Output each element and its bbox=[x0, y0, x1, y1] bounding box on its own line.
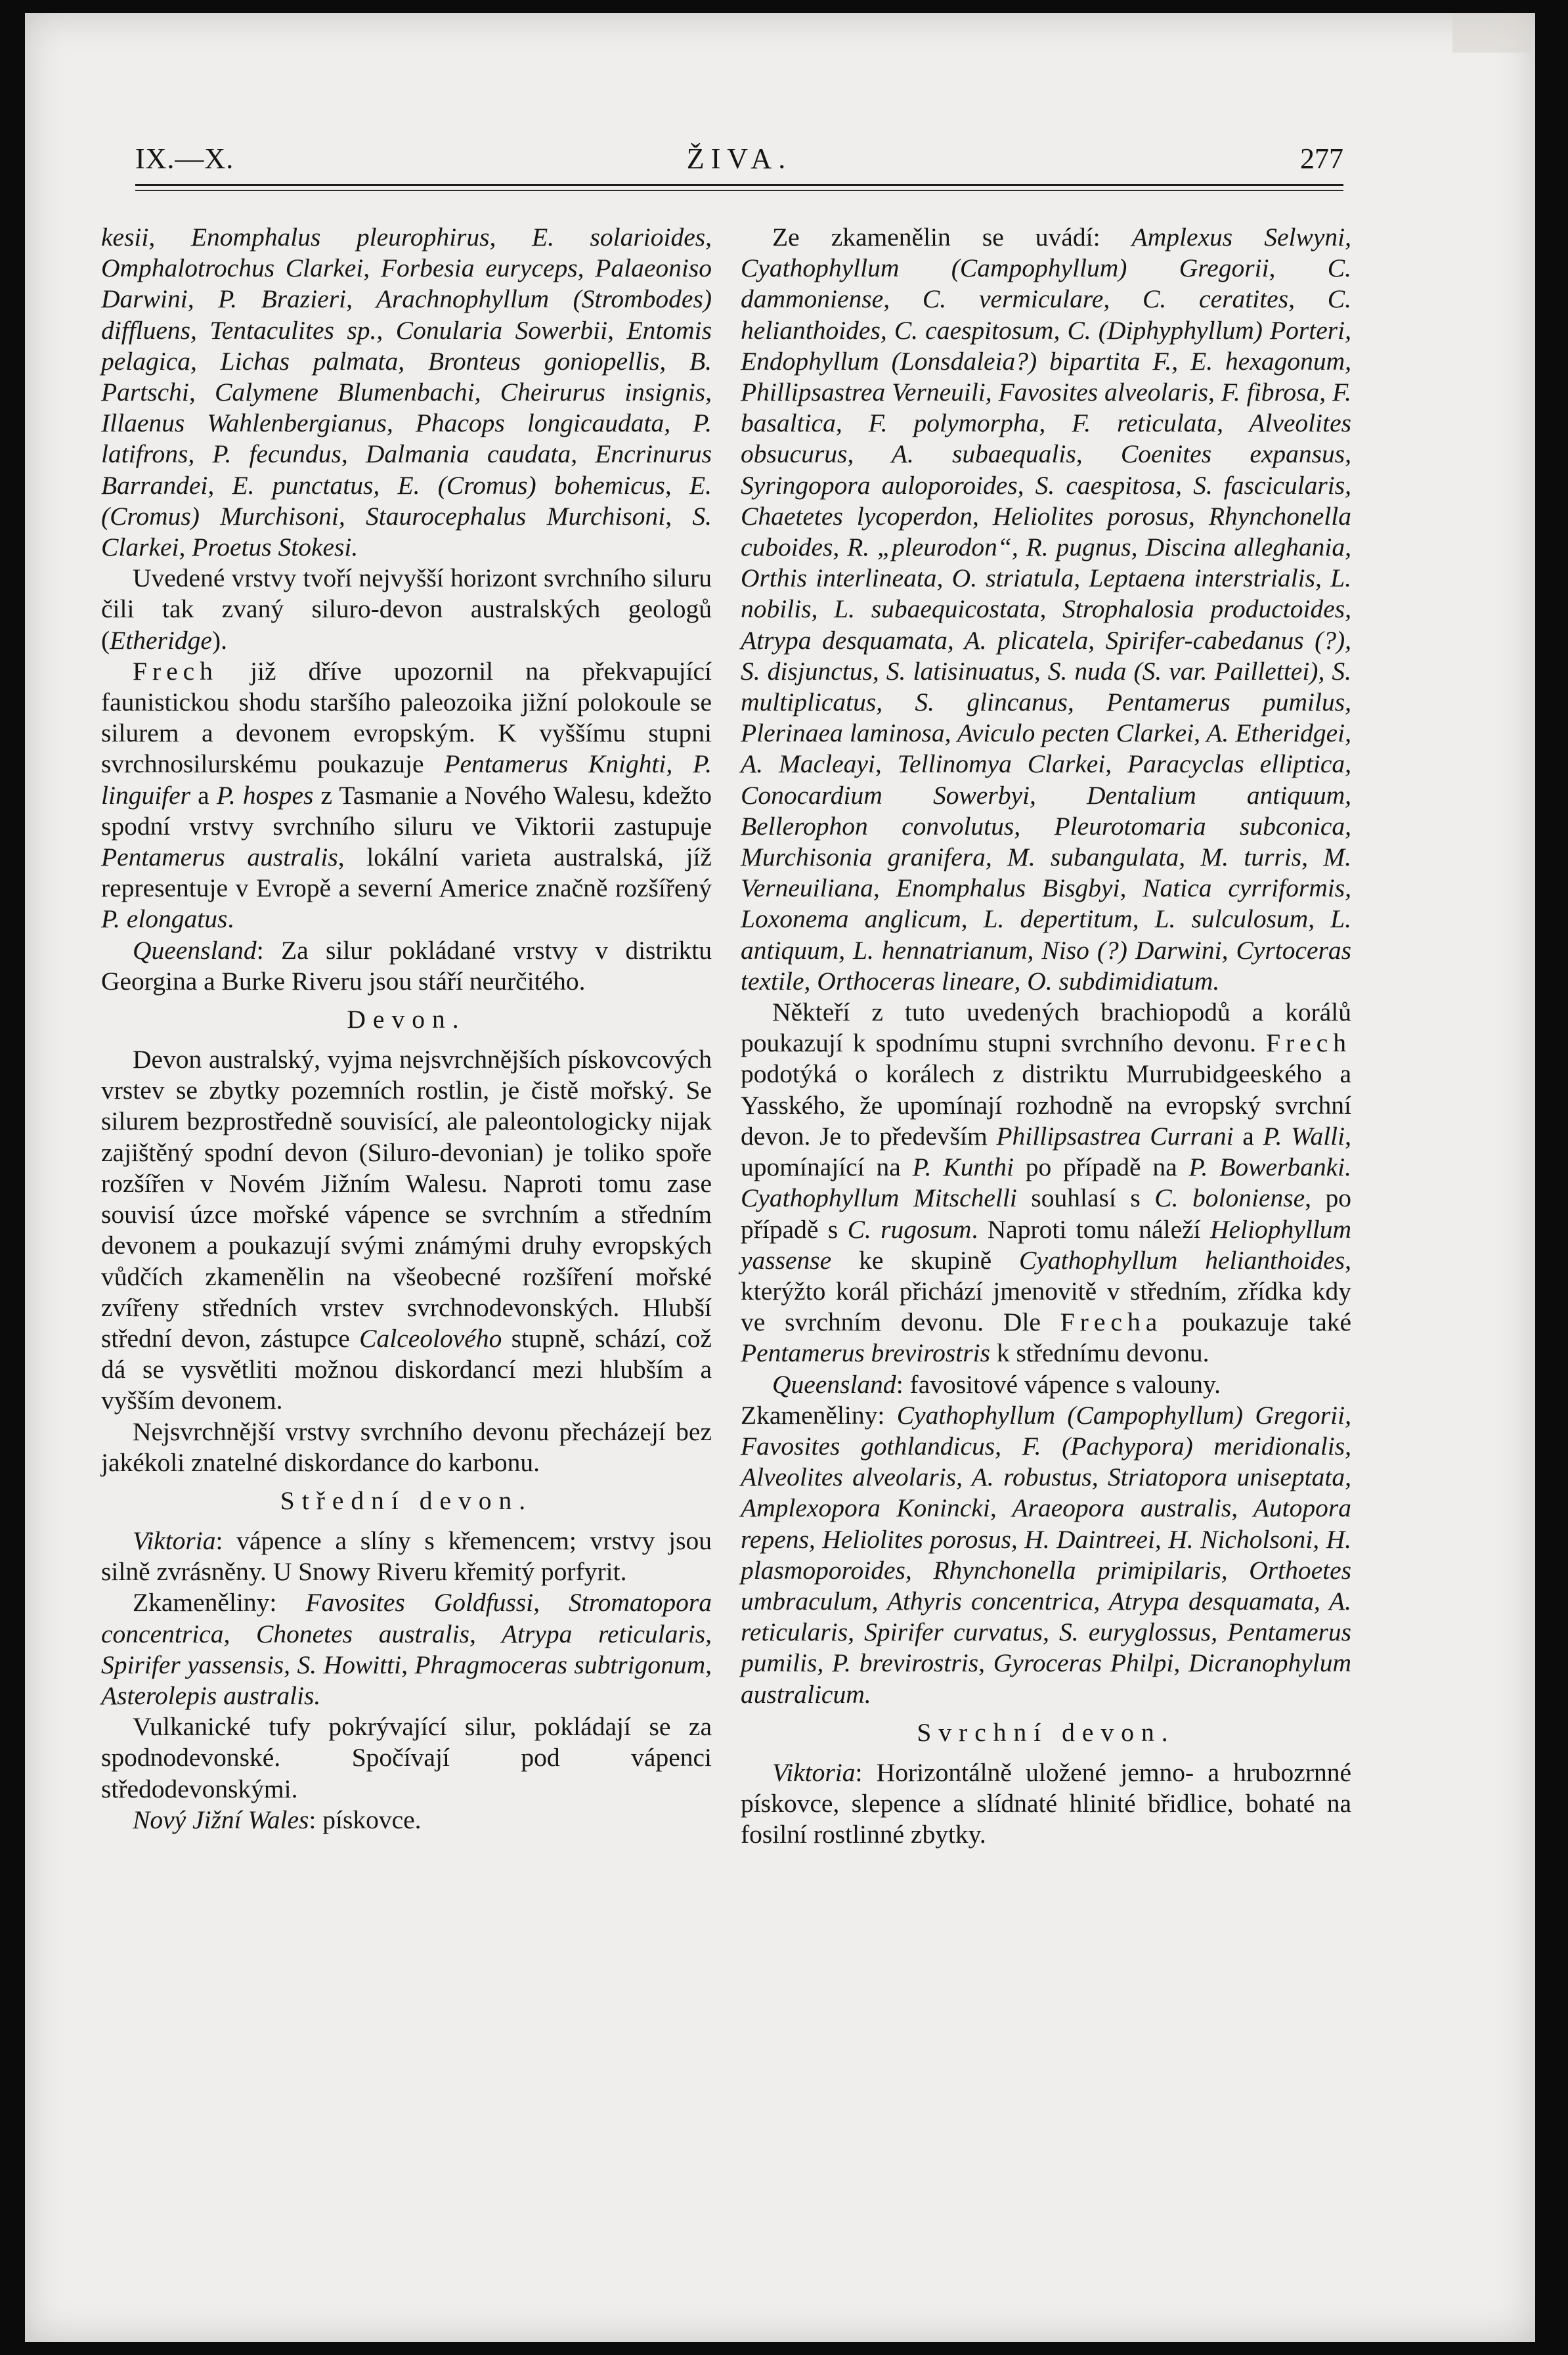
paragraph-zkameneliny-stredni: Zkameněliny: Favosites Goldfussi, Stromatopora concentrica, Chonetes australis, Atrypa reticularis, Spirifer yassensis, S. Howitti, Phragmoceras subtrigonum, Asterolepis australis. bbox=[101, 1588, 712, 1710]
paragraph-viktoria-svrchni: Viktoria: Horizontálně uložené jemno- a hrubozrnné pískovce, slepence a slídnaté hlinité břidlice, bohaté na fosilní rostlinné zbytky. bbox=[741, 1757, 1351, 1849]
paragraph-queensland-silur: Queensland: Za silur pokládané vrstvy v distriktu Georgina a Burke Riveru jsou stáří neurčitého. bbox=[101, 935, 712, 996]
paragraph-devon-australsky: Devon australský, vyjma nejsvrchnějších pískovcových vrstev se zbytky pozemních rostlin, je čistě mořský. Se silurem bezprostředně souvisící, ale paleontologicky nijak zajištěný spodní devon (Siluro-devonian) je toliko spoře rozšířen v Novém Jižním Walesu. Naproti tomu zase souvisí úzce mořské vápence se svrchním a středním devonem a poukazují svými známými druhy evropských vůdčích zkamenělin na všeobecné rozšíření mořské zvířeny středních vrstev svrchnodevonských. Hlubší střední devon, zástupce Calceolového stupně, schází, což dá se vysvětliti možnou diskordancí mezi hlubším a vyšším devonem. bbox=[101, 1045, 712, 1415]
section-heading-devon: Devon. bbox=[347, 1005, 466, 1034]
paragraph-frech: Frech již dříve upozornil na překvapující faunistickou shodu staršího paleozoika jižní polokoule se silurem a devonem evropským. K vyššímu stupni svrchnosilurskému poukazuje Pentamerus Knighti, P. linguifer a P. hospes z Tasmanie a Nového Walesu, kdežto spodní vrstvy svrchního siluru ve Viktorii zastupuje Pentamerus australis, lokální varieta australská, jíž representuje v Evropě a severní Americe značně rozšířený P. elongatus. bbox=[101, 656, 712, 934]
paragraph-vulkanicke-tufy: Vulkanické tufy pokrývající silur, pokládají se za spodnodevonské. Spočívají pod vápenci středodevonskými. bbox=[101, 1712, 712, 1803]
paragraph-queensland-devon: Queensland: favositové vápence s valouny. bbox=[772, 1369, 1221, 1399]
page-edge-artifact bbox=[1452, 13, 1531, 53]
paragraph-zkameneliny-queensland: Zkameněliny: Cyathophyllum (Campophyllum) Gregorii, Favosites gothlandicus, F. (Pachypora) meridionalis, Alveolites alveolaris, A. robustus, Striatopora uniseptata, Amplexopora Konincki, Araeopora australis, Autopora repens, Heliolites porosus, H. Daintreei, H. Nicholsoni, H. plasmoporoides, Rhynchonella primipilaris, Orthoetes umbraculum, Athyris concentrica, Atrypa desquamata, A. reticularis, Spirifer curvatus, S. euryglossus, Pentamerus pumilis, P. brevirostris, Gyroceras Philpi, Dicranophylum australicum. bbox=[741, 1400, 1351, 1709]
page-number: 277 bbox=[1300, 143, 1343, 175]
journal-title: ŽIVA. bbox=[686, 143, 793, 175]
paragraph-nejsvrchnejsi: Nejsvrchnější vrstvy svrchního devonu přecházejí bez jakékoli znatelné diskordance do karbonu. bbox=[101, 1417, 712, 1477]
paragraph-brachiopods-corals: Někteří z tuto uvedených brachiopodů a korálů poukazují k spodnímu stupni svrchního devonu. Frech podotýká o korálech z distriktu Murrubidgeeského a Yasského, že upomínají rozhodně na evropský svrchní devon. Je to především Phillipsastrea Currani a P. Walli, upomínající na P. Kunthi po případě na P. Bowerbanki. Cyathophyllum Mitschelli souhlasí s C. boloniense, po případě s C. rugosum. Naproti tomu náleží Heliophyllum yassense ke skupině Cyathophyllum helianthoides, kterýžto korál přichází jmenovitě v středním, zřídka kdy ve svrchním devonu. Dle Frecha poukazuje také Pentamerus brevirostris k střednímu devonu. bbox=[741, 998, 1352, 1368]
paragraph-viktoria-stredni: Viktoria: vápence a slíny s křemencem; vrstvy jsou silně zvrásněny. U Snowy Riveru křemitý porfyrit. bbox=[101, 1526, 712, 1587]
left-column bbox=[101, 222, 712, 1836]
section-heading-svrchni-devon: Svrchní devon. bbox=[917, 1717, 1175, 1747]
right-column bbox=[741, 222, 1351, 1850]
header-rule-bottom bbox=[135, 190, 1343, 191]
running-header bbox=[135, 135, 1343, 181]
issue-number: IX.—X. bbox=[135, 143, 234, 175]
species-list-continued: kesii, Enomphalus pleurophirus, E. solarioides, Omphalotrochus Clarkei, Forbesia euryceps, Palaeoniso Darwini, P. Brazieri, Arachnophyllum (Strombodes) diffluens, Tentaculites sp., Conularia Sowerbii, Entomis pelagica, Lichas palmata, Bronteus goniopellis, B. Partschi, Calymene Blumenbachi, Cheirurus insignis, Illaenus Wahlenbergianus, Phacops longicaudata, P. latifrons, P. fecundus, Dalmania caudata, Encrinurus Barrandei, E. punctatus, E. (Cromus) bohemicus, E. (Cromus) Murchisoni, Staurocephalus Murchisoni, S. Clarkei, Proetus Stokesi. bbox=[101, 223, 712, 562]
paragraph-siluro-devon: Uvedené vrstvy tvoří nejvyšší horizont svrchního siluru čili tak zvaný siluro-devon australských geologů (Etheridge). bbox=[101, 563, 712, 655]
section-heading-stredni-devon: Střední devon. bbox=[280, 1486, 533, 1515]
header-rule-top bbox=[135, 184, 1343, 186]
paragraph-fossil-list: Ze zkamenělin se uvádí: Amplexus Selwyni, Cyathophyllum (Campophyllum) Gregorii, C. dammoniense, C. vermiculare, C. ceratites, C. helianthoides, C. caespitosum, C. (Diphyphyllum) Porteri, Endophyllum (Lonsdaleia?) bipartita F., E. hexagonum, Phillipsastrea Verneuili, Favosites alveolaris, F. fibrosa, F. basaltica, F. polymorpha, F. reticulata, Alveolites obsucurus, A. subaequalis, Coenites expansus, Syringopora auloporoides, S. caespitosa, S. fascicularis, Chaetetes lycoperdon, Heliolites porosus, Rhynchonella cuboides, R. „pleurodon“, R. pugnus, Discina alleghania, Orthis interlineata, O. striatula, Leptaena interstrialis, L. nobilis, L. subaequicostata, Strophalosia productoides, Atrypa desquamata, A. plicatela, Spirifer-cabedanus (?), S. disjunctus, S. latisinuatus, S. nuda (S. var. Paillettei), S. multiplicatus, S. glincanus, Pentamerus pumilus, Plerinaea laminosa, Aviculo pecten Clarkei, A. Etheridgei, A. Macleayi, Tellinomya Clarkei, Paracyclas elliptica, Conocardium Sowerbyi, Dentalium antiquum, Bellerophon convolutus, Pleurotomaria subconica, Murchisonia granifera, M. subangulata, M. turris, M. Verneuiliana, Enomphalus Bisgbyi, Natica cyrriformis, Loxonema anglicum, L. depertitum, L. sulculosum, L. antiquum, L. hennatrianum, Niso (?) Darwini, Cyrtoceras textile, Orthoceras lineare, O. subdimidiatum. bbox=[741, 223, 1351, 996]
paragraph-novy-jizni-wales: Nový Jižní Wales: pískovce. bbox=[133, 1805, 422, 1834]
